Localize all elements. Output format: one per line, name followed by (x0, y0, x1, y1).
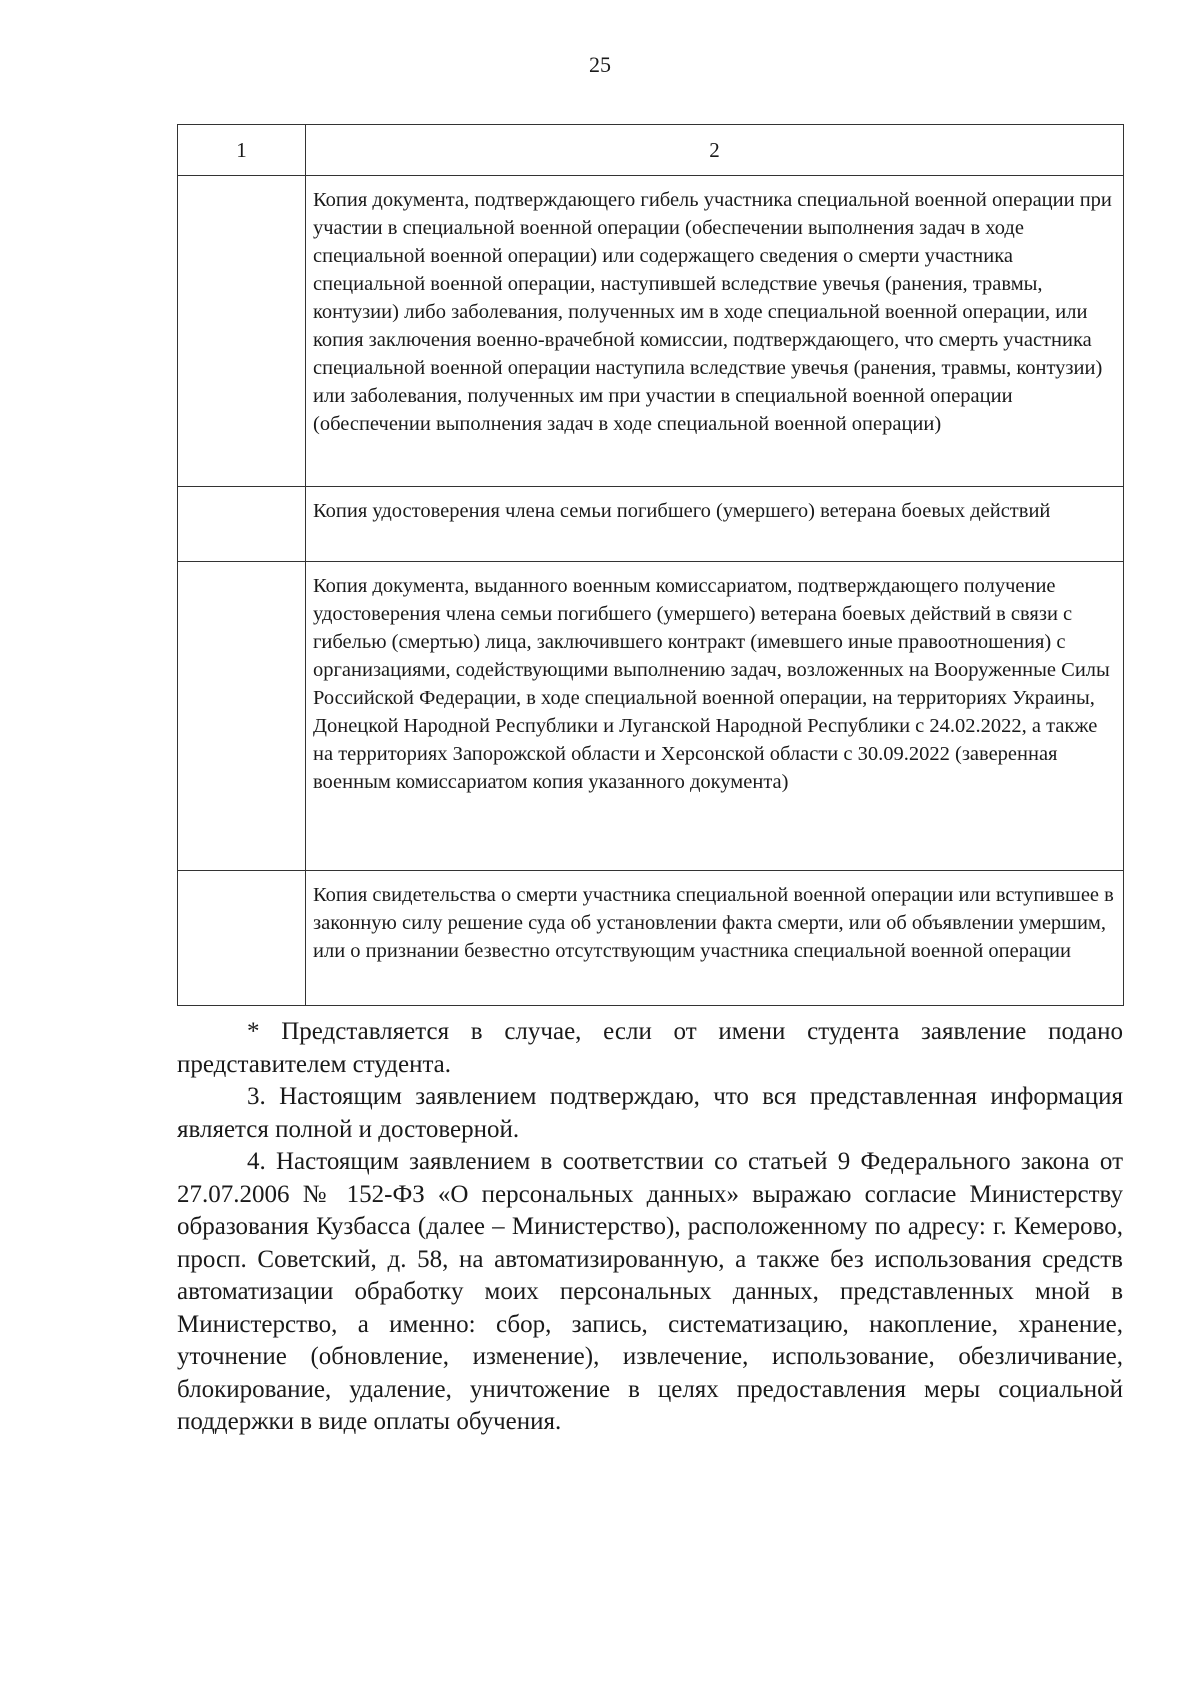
table-cell-text: Копия документа, подтверждающего гибель участника специальной военной операции при участии в специальной военной операции (обеспечении выполнения задач в ходе специальной военной операции) или содержащего сведения о смерти участника специальной военной операции, наступившей вследствие увечья (ранения, травмы, контузии) либо заболевания, полученных им в ходе специальной военной операции, или копия заключения военно-врачебной комиссии, подтверждающего, что смерть участника специальной военной операции наступила вследствие увечья (ранения, травмы, контузии) или заболевания, полученных им при участии в специальной военной операции (обеспечении выполнения задач в ходе специальной военной операции) (313, 189, 1112, 435)
paragraph-3: 3. Настоящим заявлением подтверждаю, что вся представленная информация является полной и достоверной. (177, 1083, 1123, 1143)
paragraph-4: 4. Настоящим заявлением в соответствии со статьей 9 Федерального закона от 27.07.2006 № 152-ФЗ «О персональных данных» выражаю согласие Министерству образования Кузбасса (далее – Министерство), расположенному по адресу: г. Кемерово, просп. Советский, д. 58, на автоматизированную, а также без использования средств автоматизации обработку моих персональных данных, представленных мной в Министерство, а именно: сбор, запись, систематизацию, накопление, хранение, уточнение (обновление, изменение), извлечение, использование, обезличивание, блокирование, удаление, уничтожение в целях предоставления меры социальной поддержки в виде оплаты обучения. (177, 1148, 1123, 1435)
table-cell-document (306, 487, 1124, 562)
table-cell-document (306, 562, 1124, 871)
page-number: 25 (589, 52, 611, 77)
footnote: * Представляется в случае, если от имени студента заявление подано представителем студента. (177, 1018, 1123, 1078)
table-cell-text: Копия свидетельства о смерти участника специальной военной операции или вступившее в законную силу решение суда об установлении факта смерти, или об объявлении умершим, или о признании безвестно отсутствующим участника специальной военной операции (313, 884, 1114, 962)
table-header-row (178, 125, 1124, 176)
table-row (178, 871, 1124, 1006)
table-cell-document (306, 176, 1124, 487)
table-cell-text: Копия документа, выданного военным комиссариатом, подтверждающего получение удостоверения члена семьи погибшего (умершего) ветерана боевых действий в связи с гибелью (смертью) лица, заключившего контракт (имевшего иные правоотношения) с организациями, содействующими выполнению задач, возложенных на Вооруженные Силы Российской Федерации, в ходе специальной военной операции, на территориях Украины, Донецкой Народной Республики и Луганской Народной Республики с 24.02.2022, а также на территориях Запорожской области и Херсонской области с 30.09.2022 (заверенная военным комиссариатом копия указанного документа) (313, 575, 1110, 793)
table-row (178, 487, 1124, 562)
table-cell-number (178, 562, 306, 871)
table-header-col-2: 2 (306, 125, 1124, 176)
table-row (178, 176, 1124, 487)
table-cell-number (178, 176, 306, 487)
table-cell-number (178, 871, 306, 1006)
table-row (178, 562, 1124, 871)
table-header-col-1: 1 (178, 125, 306, 176)
table-cell-text: Копия удостоверения члена семьи погибшего (умершего) ветерана боевых действий (313, 500, 1051, 522)
body-text (177, 1016, 1123, 1439)
document-table (177, 124, 1124, 1006)
table-cell-number (178, 487, 306, 562)
table-cell-document (306, 871, 1124, 1006)
